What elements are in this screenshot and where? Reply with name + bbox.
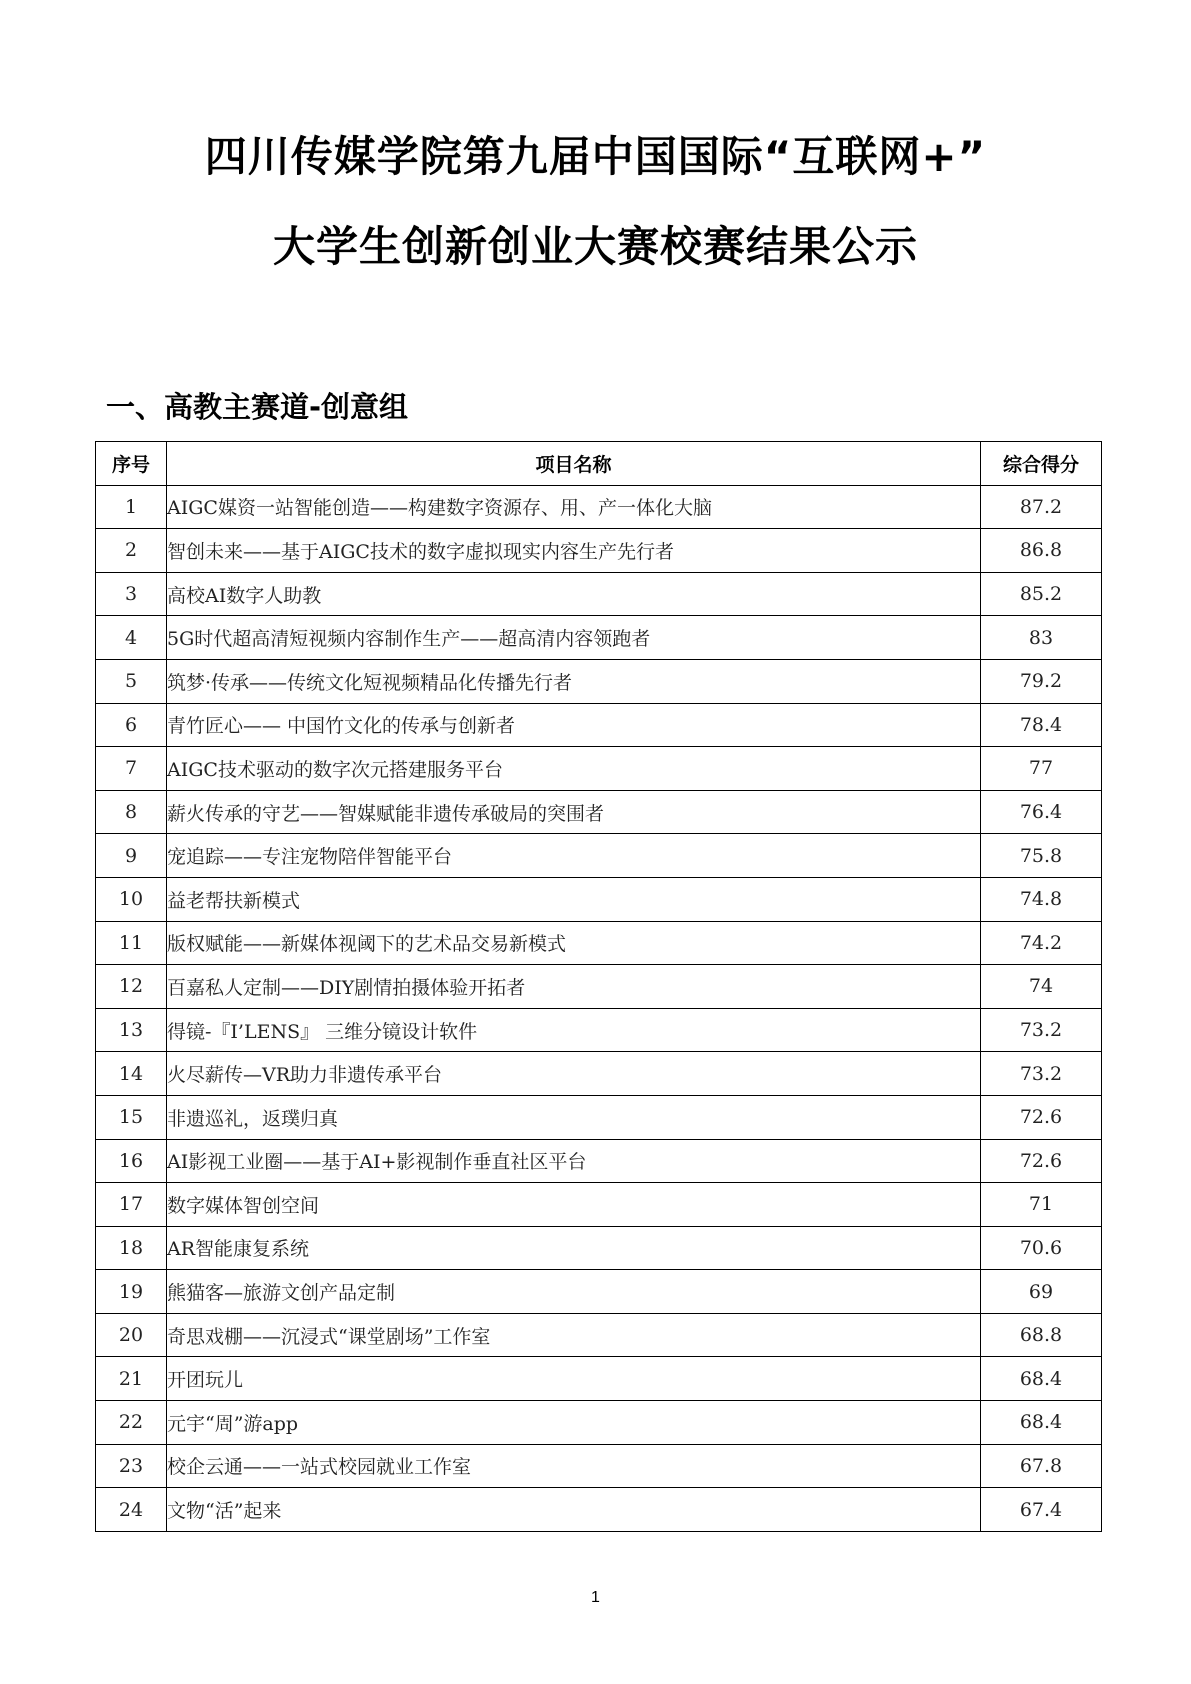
row-project-name: AIGC技术驱动的数字次元搭建服务平台 (167, 747, 981, 791)
row-project-name: 熊猫客—旅游文创产品定制 (167, 1270, 981, 1314)
row-score: 86.8 (981, 529, 1102, 573)
row-index: 8 (96, 790, 167, 834)
table-row (96, 1488, 1102, 1532)
row-index: 17 (96, 1183, 167, 1227)
table-row (96, 747, 1102, 791)
row-index: 22 (96, 1401, 167, 1445)
row-score: 85.2 (981, 572, 1102, 616)
row-index: 1 (96, 485, 167, 529)
row-score: 72.6 (981, 1095, 1102, 1139)
row-score: 73.2 (981, 1052, 1102, 1096)
row-index: 21 (96, 1357, 167, 1401)
row-score: 73.2 (981, 1008, 1102, 1052)
row-project-name: 智创未来——基于AIGC技术的数字虚拟现实内容生产先行者 (167, 529, 981, 573)
row-score: 67.8 (981, 1444, 1102, 1488)
table-row (96, 1313, 1102, 1357)
row-project-name: 得镜-『I’LENS』 三维分镜设计软件 (167, 1008, 981, 1052)
row-score: 68.4 (981, 1357, 1102, 1401)
results-table (95, 441, 1102, 1532)
document-title-line2: 大学生创新创业大赛校赛结果公示 (272, 222, 918, 271)
row-score: 74 (981, 965, 1102, 1009)
row-score: 70.6 (981, 1226, 1102, 1270)
section-heading: 一、高教主赛道-创意组 (106, 390, 409, 424)
row-project-name: AIGC媒资一站智能创造——构建数字资源存、用、产一体化大脑 (167, 485, 981, 529)
row-index: 20 (96, 1313, 167, 1357)
table-header-row (96, 442, 1102, 486)
row-index: 15 (96, 1095, 167, 1139)
row-index: 9 (96, 834, 167, 878)
table-row (96, 572, 1102, 616)
row-index: 18 (96, 1226, 167, 1270)
column-header-index: 序号 (96, 442, 167, 486)
row-score: 68.4 (981, 1401, 1102, 1445)
row-index: 5 (96, 659, 167, 703)
row-index: 7 (96, 747, 167, 791)
row-score: 75.8 (981, 834, 1102, 878)
table-row (96, 659, 1102, 703)
row-score: 71 (981, 1183, 1102, 1227)
row-index: 23 (96, 1444, 167, 1488)
row-project-name: 元宇“周”游app (167, 1401, 981, 1445)
row-project-name: 奇思戏棚——沉浸式“课堂剧场”工作室 (167, 1313, 981, 1357)
row-project-name: 5G时代超高清短视频内容制作生产——超高清内容领跑者 (167, 616, 981, 660)
table-row (96, 790, 1102, 834)
table-row (96, 1095, 1102, 1139)
row-project-name: 校企云通——一站式校园就业工作室 (167, 1444, 981, 1488)
table-row (96, 1226, 1102, 1270)
row-score: 67.4 (981, 1488, 1102, 1532)
row-index: 24 (96, 1488, 167, 1532)
row-score: 87.2 (981, 485, 1102, 529)
row-project-name: 筑梦·传承——传统文化短视频精品化传播先行者 (167, 659, 981, 703)
row-index: 13 (96, 1008, 167, 1052)
table-row (96, 834, 1102, 878)
row-project-name: 文物“活”起来 (167, 1488, 981, 1532)
table-row (96, 1139, 1102, 1183)
row-project-name: 数字媒体智创空间 (167, 1183, 981, 1227)
row-index: 2 (96, 529, 167, 573)
row-score: 76.4 (981, 790, 1102, 834)
row-project-name: 薪火传承的守艺——智媒赋能非遗传承破局的突围者 (167, 790, 981, 834)
table-row (96, 921, 1102, 965)
row-project-name: 开团玩儿 (167, 1357, 981, 1401)
row-index: 6 (96, 703, 167, 747)
row-score: 83 (981, 616, 1102, 660)
row-index: 14 (96, 1052, 167, 1096)
table-row (96, 1052, 1102, 1096)
column-header-name: 项目名称 (167, 442, 981, 486)
table-row (96, 1008, 1102, 1052)
row-project-name: 益老帮扶新模式 (167, 877, 981, 921)
row-project-name: 非遗巡礼，返璞归真 (167, 1095, 981, 1139)
table-row (96, 877, 1102, 921)
document-title-line1: 四川传媒学院第九届中国国际“互联网+” (204, 132, 987, 181)
row-score: 74.2 (981, 921, 1102, 965)
row-project-name: AR智能康复系统 (167, 1226, 981, 1270)
row-index: 19 (96, 1270, 167, 1314)
table-row (96, 485, 1102, 529)
table-row (96, 616, 1102, 660)
row-project-name: 高校AI数字人助教 (167, 572, 981, 616)
table-row (96, 703, 1102, 747)
row-index: 12 (96, 965, 167, 1009)
row-project-name: AI影视工业圈——基于AI+影视制作垂直社区平台 (167, 1139, 981, 1183)
table-row (96, 529, 1102, 573)
row-project-name: 宠追踪——专注宠物陪伴智能平台 (167, 834, 981, 878)
row-project-name: 百嘉私人定制——DIY剧情拍摄体验开拓者 (167, 965, 981, 1009)
row-score: 78.4 (981, 703, 1102, 747)
row-project-name: 版权赋能——新媒体视阈下的艺术品交易新模式 (167, 921, 981, 965)
column-header-score: 综合得分 (981, 442, 1102, 486)
row-index: 4 (96, 616, 167, 660)
table-row (96, 1183, 1102, 1227)
row-project-name: 青竹匠心—— 中国竹文化的传承与创新者 (167, 703, 981, 747)
row-score: 68.8 (981, 1313, 1102, 1357)
row-index: 16 (96, 1139, 167, 1183)
row-index: 3 (96, 572, 167, 616)
row-score: 72.6 (981, 1139, 1102, 1183)
table-row (96, 965, 1102, 1009)
table-row (96, 1270, 1102, 1314)
table-row (96, 1444, 1102, 1488)
row-score: 77 (981, 747, 1102, 791)
row-project-name: 火尽薪传—VR助力非遗传承平台 (167, 1052, 981, 1096)
table-row (96, 1401, 1102, 1445)
page-number: 1 (591, 1589, 600, 1606)
row-score: 69 (981, 1270, 1102, 1314)
row-score: 74.8 (981, 877, 1102, 921)
table-body (96, 485, 1102, 1531)
row-index: 10 (96, 877, 167, 921)
row-index: 11 (96, 921, 167, 965)
table-row (96, 1357, 1102, 1401)
row-score: 79.2 (981, 659, 1102, 703)
